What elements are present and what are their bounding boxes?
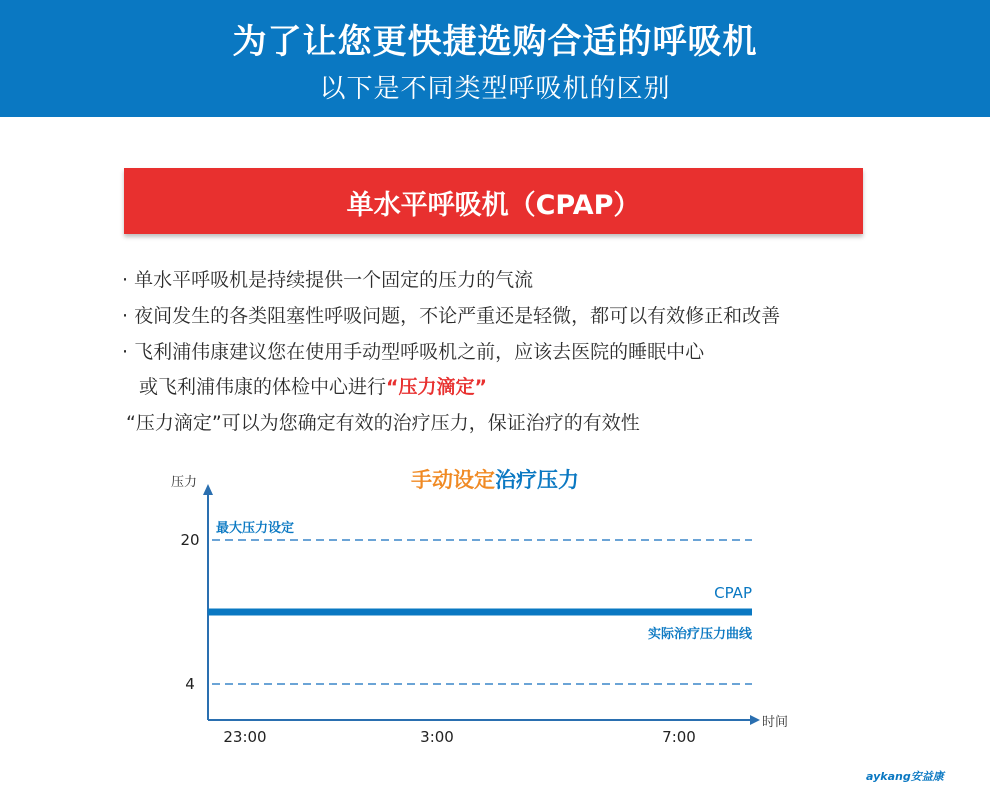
chart-title-part1: 手动设定 [411,468,495,492]
cpap-series-label: CPAP [714,584,752,602]
page-title: 为了让您更快捷选购合适的呼吸机 [232,22,758,62]
bullet-mark: · [122,269,129,291]
bullet-mark: · [122,305,129,327]
bullet-text: 夜间发生的各类阻塞性呼吸问题，不论严重还是轻微，都可以有效修正和改善 [134,305,781,327]
y-tick-label: 4 [185,675,195,693]
x-tick-label: 7:00 [662,728,696,746]
y-axis-label: 压力 [170,475,198,490]
actual-pressure-curve-label: 实际治疗压力曲线 [647,627,752,642]
bullet-text: 飞利浦伟康建议您在使用手动型呼吸机之前，应该去医院的睡眠中心 [134,341,705,363]
x-axis-label: 时间 [761,715,789,730]
y-axis-arrow-icon [203,484,213,495]
section-title: 单水平呼吸机（CPAP） [346,190,641,221]
chart-title-part2: 治疗压力 [495,468,579,492]
bullet-text: 单水平呼吸机是持续提供一个固定的压力的气流 [134,269,534,291]
bullet-continuation-text: 或飞利浦伟康的体检中心进行 [139,376,387,398]
x-tick-label: 3:00 [420,728,454,746]
highlight-pressure-titration: “压力滴定” [386,376,487,398]
bullet-mark: · [122,341,129,363]
x-tick-label: 23:00 [223,728,267,746]
x-axis-arrow-icon [750,715,760,725]
titration-description: “压力滴定”可以为您确定有效的治疗压力，保证治疗的有效性 [126,412,640,434]
max-pressure-label: 最大压力设定 [216,521,295,536]
page-subtitle: 以下是不同类型呼吸机的区别 [319,74,671,104]
y-tick-label: 20 [180,531,200,549]
brand-logo: aykang安益康 [866,770,944,783]
